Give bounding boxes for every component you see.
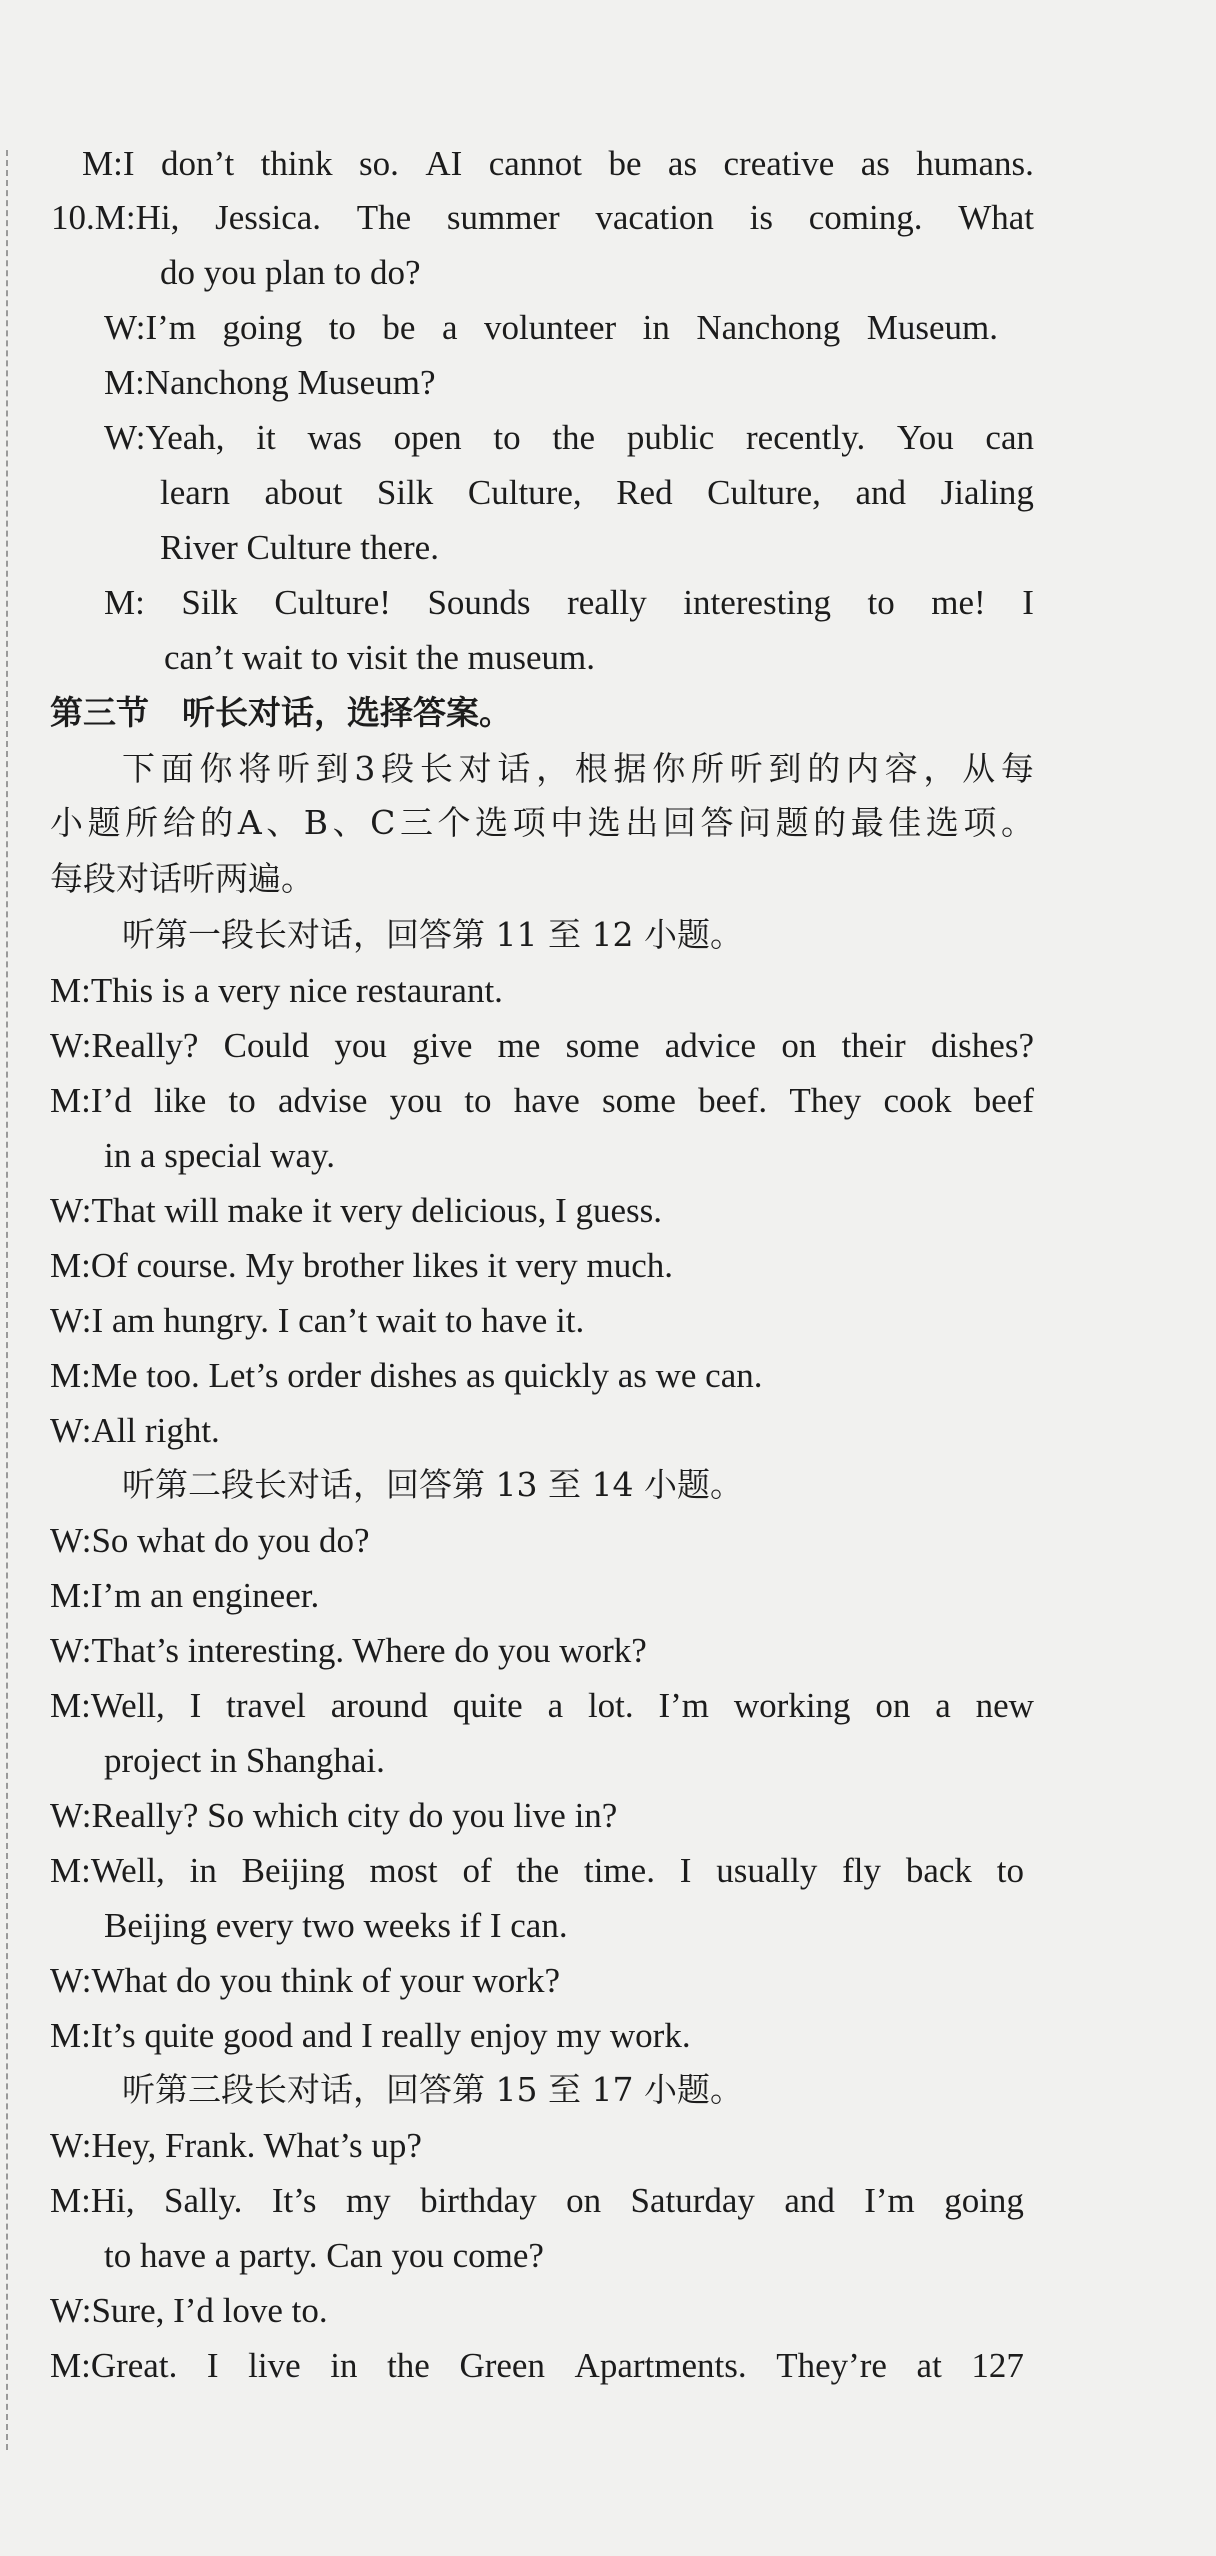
- dialogue-line: W:Sure, I’d love to.: [50, 2291, 328, 2330]
- conversation-intro: 听第一段长对话，回答第 11 至 12 小题。: [122, 915, 743, 954]
- section-heading: 第三节 听长对话，选择答案。: [50, 693, 512, 732]
- dialogue-line: M:Great. I live in the Green Apartments. They’re at 127: [50, 2346, 1024, 2385]
- dialogue-line: do you plan to do?: [160, 253, 421, 292]
- dialogue-line: project in Shanghai.: [104, 1741, 385, 1780]
- dialogue-line: M:Of course. My brother likes it very much.: [50, 1246, 674, 1285]
- dialogue-line: can’t wait to visit the museum.: [164, 638, 595, 677]
- conversation-intro: 听第二段长对话，回答第 13 至 14 小题。: [122, 1465, 743, 1504]
- dialogue-line: learn about Silk Culture, Red Culture, and Jialing: [160, 473, 1034, 512]
- dialogue-line: M:Nanchong Museum?: [104, 363, 436, 402]
- dialogue-line: W:All right.: [50, 1411, 220, 1450]
- dialogue-line: M:I don’t think so. AI cannot be as creative as humans.: [82, 144, 1034, 183]
- dialogue-line: Beijing every two weeks if I can.: [104, 1906, 568, 1945]
- dialogue-line: W:I am hungry. I can’t wait to have it.: [50, 1301, 585, 1340]
- dialogue-line: W:So what do you do?: [50, 1521, 370, 1560]
- instruction-line: 小 题 所 给 的 A 、 B 、 C 三 个 选 项 中 选 出 回 答 问 题 的 最 佳 选 项 。: [50, 803, 1034, 842]
- dialogue-line: M:Me too. Let’s order dishes as quickly as we can.: [50, 1356, 763, 1395]
- dialogue-line: W:Really? Could you give me some advice on their dishes?: [50, 1026, 1034, 1065]
- dialogue-line: M:Well, I travel around quite a lot. I’m working on a new: [50, 1686, 1034, 1725]
- dialogue-line: W:Yeah, it was open to the public recently. You can: [104, 418, 1034, 457]
- dialogue-line: M:I’d like to advise you to have some beef. They cook beef: [50, 1081, 1034, 1120]
- dialogue-line: M: Silk Culture! Sounds really interesting to me! I: [104, 583, 1034, 622]
- dialogue-line: River Culture there.: [160, 528, 439, 567]
- dialogue-line: 10.M:Hi, Jessica. The summer vacation is coming. What: [51, 198, 1034, 237]
- dialogue-line: M:This is a very nice restaurant.: [50, 971, 503, 1010]
- dialogue-line: W:That’s interesting. Where do you work?: [50, 1631, 647, 1670]
- dialogue-line: W:Really? So which city do you live in?: [50, 1796, 618, 1835]
- instruction-line: 下 面 你 将 听 到 3 段 长 对 话 ， 根 据 你 所 听 到 的 内 容 ， 从 每: [122, 749, 1034, 788]
- dialogue-line: W:Hey, Frank. What’s up?: [50, 2126, 422, 2165]
- dialogue-line: W:What do you think of your work?: [50, 1961, 560, 2000]
- dialogue-line: W:That will make it very delicious, I guess.: [50, 1191, 663, 1230]
- dialogue-line: M:Hi, Sally. It’s my birthday on Saturday and I’m going: [50, 2181, 1024, 2220]
- conversation-intro: 听第三段长对话，回答第 15 至 17 小题。: [122, 2070, 743, 2109]
- dialogue-line: to have a party. Can you come?: [104, 2236, 544, 2275]
- binding-cut-line: [6, 150, 8, 2450]
- dialogue-line: M:It’s quite good and I really enjoy my work.: [50, 2016, 691, 2055]
- dialogue-line: M:I’m an engineer.: [50, 1576, 320, 1615]
- dialogue-line: in a special way.: [104, 1136, 335, 1175]
- instruction-line: 每段对话听两遍。: [50, 859, 314, 898]
- dialogue-line: M:Well, in Beijing most of the time. I usually fly back to: [50, 1851, 1024, 1890]
- dialogue-line: W:I’m going to be a volunteer in Nanchong Museum.: [104, 308, 998, 347]
